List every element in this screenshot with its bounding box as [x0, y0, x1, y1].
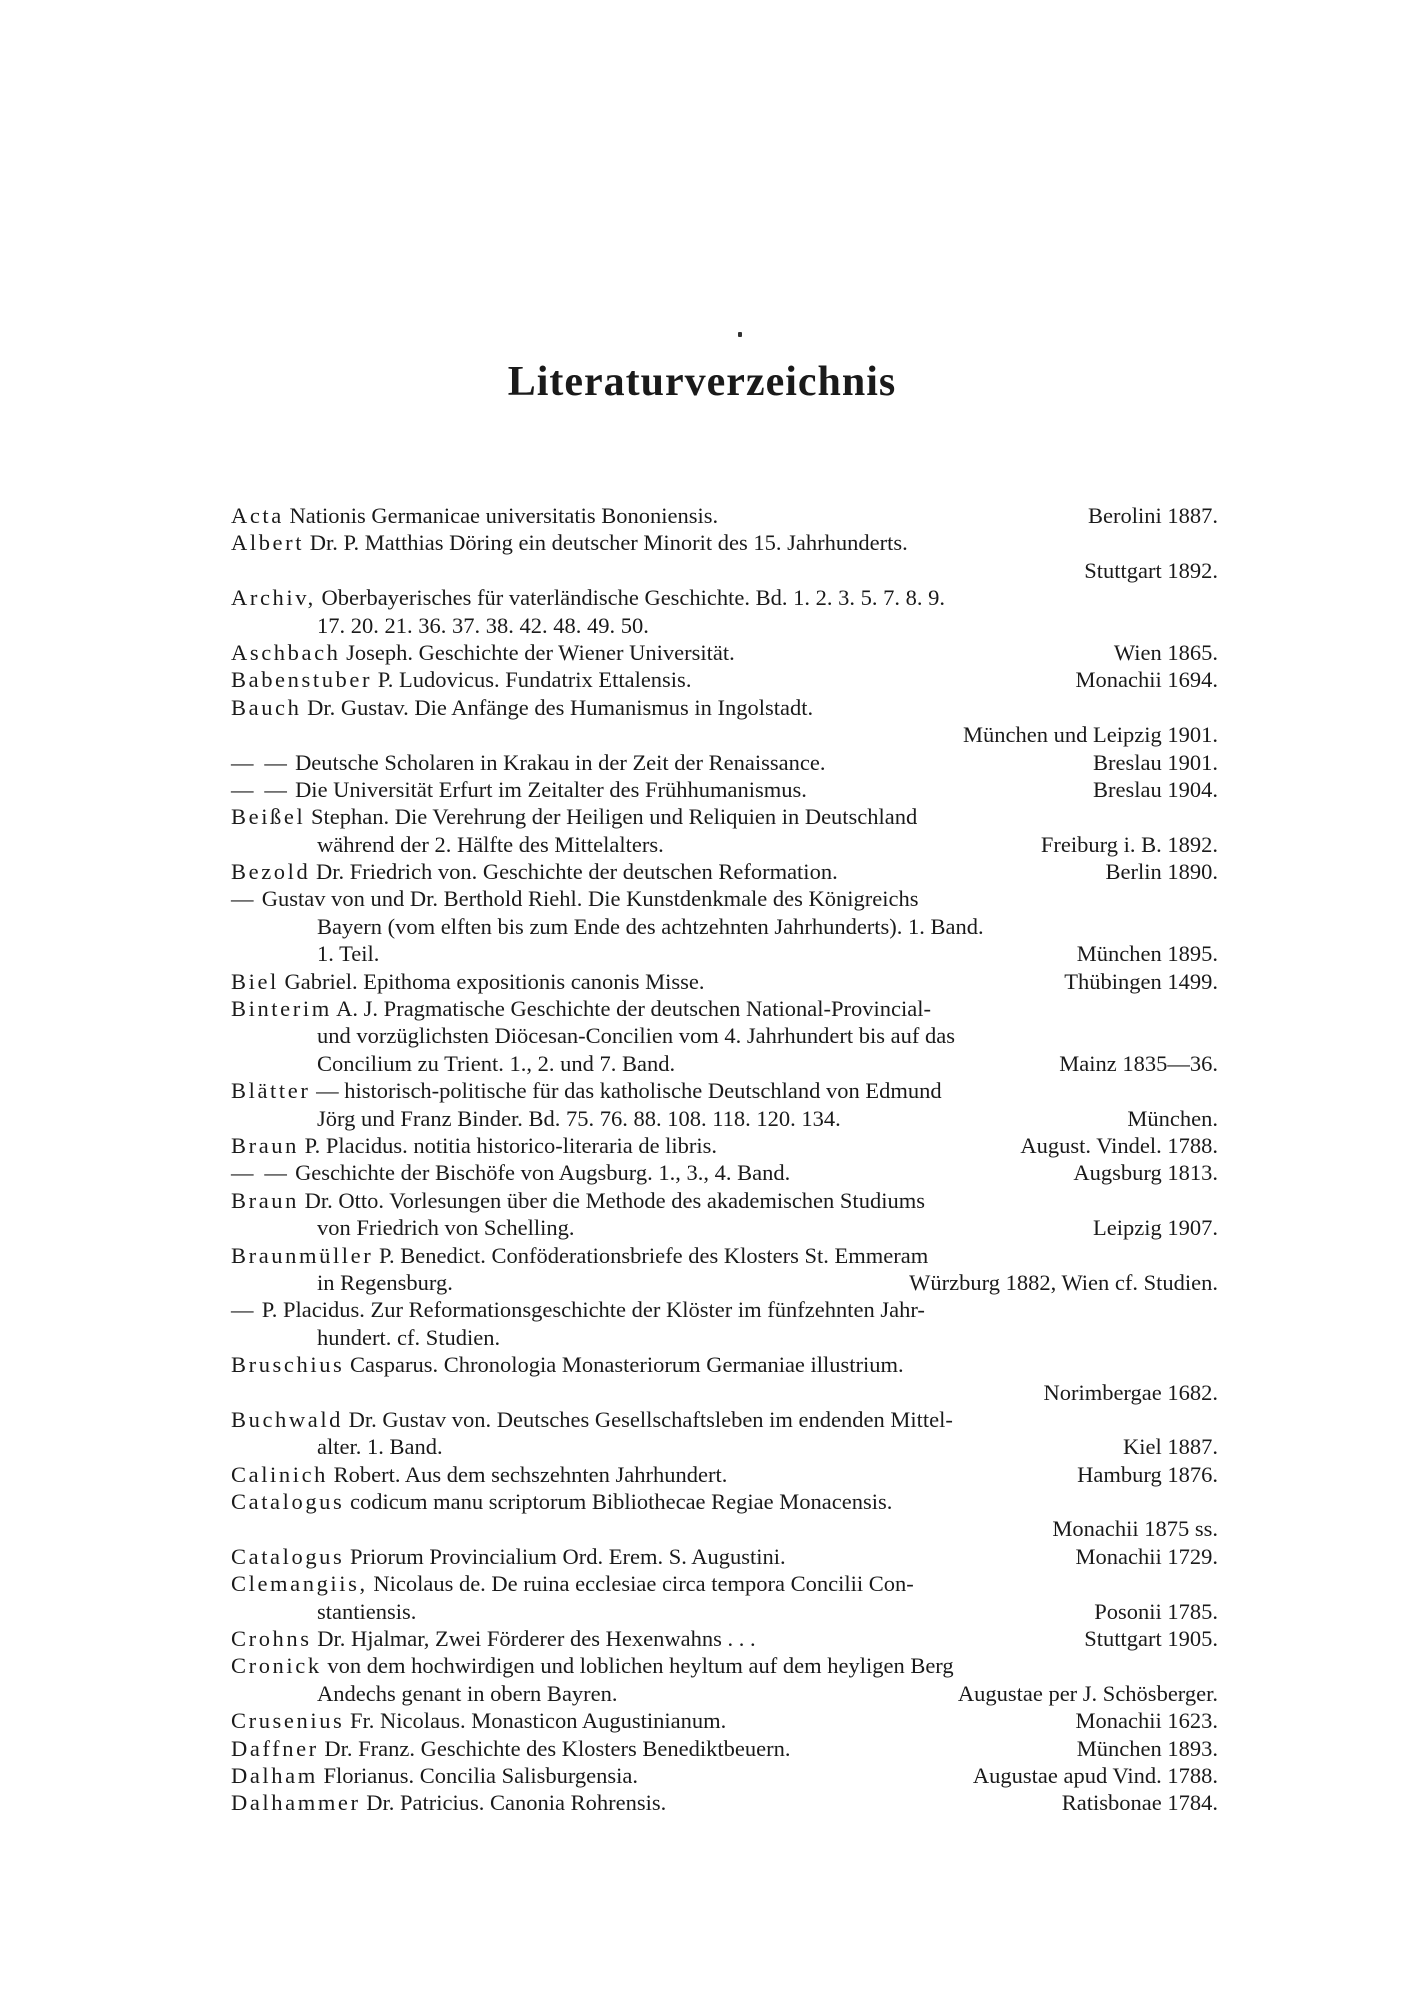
entry-line-main [231, 1242, 928, 1269]
entry-place-year: Monachii 1623. [1075, 1708, 1218, 1734]
entry-place-year: Berlin 1890. [1105, 859, 1218, 885]
entry-text: 1. Teil. [317, 941, 380, 967]
bibliography-entry [231, 529, 1218, 584]
entry-text: Dr. Gustav von. Deutsches Gesellschaftsleben im endenden Mittel- [343, 1406, 953, 1432]
entry-line-main [231, 1406, 953, 1433]
entry-line-main [231, 968, 704, 995]
entry-line [231, 1105, 1218, 1132]
page-title: Literaturverzeichnis [507, 359, 897, 405]
entry-line [231, 1406, 1218, 1433]
entry-text: Andechs genant in obern Bayren. [317, 1680, 618, 1706]
entry-line-main [231, 1735, 791, 1762]
entry-line [231, 749, 1218, 776]
bibliography-entry [231, 1242, 1218, 1297]
entry-text: P. Placidus. Zur Reformationsgeschichte der Klöster im fünfzehnten Jahr- [256, 1297, 925, 1323]
entry-line-main [231, 1132, 717, 1159]
entry-place-year: Augustae apud Vind. 1788. [972, 1762, 1218, 1788]
bibliography-entry [231, 776, 1218, 803]
entry-author: Dalhammer [231, 1790, 361, 1816]
entry-author: Dalham [231, 1762, 318, 1788]
entry-place-year: Monachii 1729. [1075, 1543, 1218, 1569]
entry-line [231, 1324, 1218, 1351]
entry-line-main [231, 1707, 726, 1734]
entry-line-main [231, 1625, 756, 1652]
entry-line-main [317, 1214, 574, 1241]
entry-place-year: München 1895. [1076, 941, 1218, 967]
entry-text: von Friedrich von Schelling. [317, 1215, 575, 1241]
entry-line [231, 529, 1218, 556]
entry-place-year: Kiel 1887. [1123, 1434, 1218, 1460]
entry-text: Concilium zu Trient. 1., 2. und 7. Band. [317, 1050, 676, 1076]
bibliography-entry [231, 666, 1218, 693]
bibliography-entry [231, 1625, 1218, 1652]
entry-place-year: Hamburg 1876. [1077, 1461, 1218, 1487]
entry-text: Jörg und Franz Binder. Bd. 75. 76. 88. 108. 118. 120. 134. [317, 1105, 841, 1131]
entry-line-main [231, 1296, 925, 1323]
entry-line [231, 1296, 1218, 1323]
bibliography-entry [231, 1543, 1218, 1570]
entry-text: von dem hochwirdigen und loblichen heyltum auf dem heyligen Berg [321, 1653, 954, 1679]
entry-author: Biel [231, 968, 279, 994]
bibliography-entry [231, 1707, 1218, 1734]
entry-text: Dr. Gustav. Die Anfänge des Humanismus in Ingolstadt. [301, 694, 814, 720]
entry-place-year: Posonii 1785. [1094, 1598, 1218, 1624]
entry-text: Fr. Nicolaus. Monasticon Augustinianum. [344, 1708, 727, 1734]
entry-author: Braunmüller [231, 1242, 374, 1268]
entry-text: Dr. P. Matthias Döring ein deutscher Minorit des 15. Jahrhunderts. [304, 530, 908, 556]
bibliography-entry [231, 1296, 1218, 1351]
entry-place-year: Berolini 1887. [1088, 503, 1218, 528]
entry-line [231, 1132, 1218, 1159]
entry-line-main [231, 803, 917, 830]
entry-line [231, 1652, 1218, 1679]
bibliography-entry [231, 968, 1218, 995]
entry-place-year: Ratisbonae 1784. [1061, 1790, 1218, 1816]
entry-line [231, 803, 1218, 830]
entry-author: Calinich [231, 1461, 329, 1487]
entry-place-year: Wien 1865. [1113, 639, 1218, 665]
entry-line-main [231, 1543, 786, 1570]
bibliography-entry [231, 1077, 1218, 1132]
entry-line-main [231, 584, 945, 611]
entry-text: Dr. Patricius. Canonia Rohrensis. [360, 1790, 667, 1816]
entry-author: Archiv, [231, 585, 316, 611]
bibliography-entry [231, 502, 1218, 529]
bibliography-entry [231, 1159, 1218, 1186]
entry-line [231, 1433, 1218, 1460]
entry-text: Priorum Provincialium Ord. Erem. S. Augustini. [344, 1543, 786, 1569]
entry-text: Nationis Germanicae universitatis Bononiensis. [283, 503, 719, 528]
entry-place-year: München 1893. [1076, 1735, 1218, 1761]
entry-line-main [317, 913, 984, 940]
entry-line-main [317, 1324, 500, 1351]
entry-place-year: München und Leipzig 1901. [963, 722, 1218, 748]
entry-text: 17. 20. 21. 36. 37. 38. 42. 48. 49. 50. [317, 612, 649, 638]
entry-line-main [231, 1762, 638, 1789]
entry-line [231, 1379, 1218, 1406]
bibliography-entry [231, 803, 1218, 858]
entry-text: Gabriel. Epithoma expositionis canonis Misse. [278, 968, 705, 994]
entry-line-main [317, 1433, 443, 1460]
entry-text: Stephan. Die Verehrung der Heiligen und Reliquien in Deutschland [305, 804, 918, 830]
entry-text: Deutsche Scholaren in Krakau in der Zeit der Renaissance. [289, 749, 826, 775]
print-speck [738, 332, 742, 337]
bibliography-entry [231, 1735, 1218, 1762]
entry-text: in Regensburg. [317, 1269, 453, 1295]
entry-line-main [231, 776, 807, 803]
entry-line [231, 940, 1218, 967]
entry-place-year: Leipzig 1907. [1093, 1215, 1218, 1241]
entry-line-main [231, 694, 813, 721]
bibliography-entry [231, 584, 1218, 639]
bibliography-entry [231, 1132, 1218, 1159]
entry-text: P. Benedict. Conföderationsbriefe des Klosters St. Emmeram [373, 1242, 929, 1268]
bibliography-entry [231, 1789, 1218, 1816]
entry-text: Dr. Otto. Vorlesungen über die Methode des akademischen Studiums [299, 1187, 925, 1213]
entry-place-year: Stuttgart 1905. [1084, 1626, 1218, 1652]
entry-place-year: Breslau 1904. [1093, 776, 1218, 802]
entry-line-main [317, 940, 379, 967]
entry-line [231, 639, 1218, 666]
entry-line [231, 968, 1218, 995]
entry-line [231, 1598, 1218, 1625]
entry-line-main [231, 529, 908, 556]
entry-line [231, 776, 1218, 803]
entry-line-main [231, 1488, 892, 1515]
entry-place-year: Würzburg 1882, Wien cf. Studien. [909, 1269, 1218, 1295]
entry-line-main [317, 1269, 453, 1296]
bibliography-entry [231, 1570, 1218, 1625]
entry-line-main [317, 831, 664, 858]
entry-text: und vorzüglichsten Diöcesan-Concilien vom 4. Jahrhundert bis auf das [317, 1023, 955, 1049]
entry-line-main [231, 995, 931, 1022]
entry-text: während der 2. Hälfte des Mittelalters. [317, 831, 664, 857]
entry-line [231, 557, 1218, 584]
entry-author: Daffner [231, 1735, 319, 1761]
bibliography-entry [231, 995, 1218, 1077]
entry-line-main [231, 502, 718, 529]
entry-text: Die Universität Erfurt im Zeitalter des Frühhumanismus. [289, 776, 807, 802]
entry-text: hundert. cf. Studien. [317, 1324, 501, 1350]
entry-author: Catalogus [231, 1489, 345, 1515]
entry-text: Florianus. Concilia Salisburgensia. [317, 1762, 639, 1788]
entry-author: Beißel [231, 804, 306, 830]
entry-text: alter. 1. Band. [317, 1434, 443, 1460]
entry-line-main [231, 1351, 904, 1378]
entry-place-year: Augustae per J. Schösberger. [957, 1680, 1218, 1706]
entry-line [231, 1735, 1218, 1762]
entry-author: Catalogus [231, 1543, 345, 1569]
entry-text: stantiensis. [317, 1598, 417, 1624]
entry-text: Oberbayerisches für vaterländische Geschichte. Bd. 1. 2. 3. 5. 7. 8. 9. [315, 585, 946, 611]
entry-line [231, 1543, 1218, 1570]
entry-line [231, 502, 1218, 529]
entry-place-year: Monachii 1875 ss. [1052, 1516, 1218, 1542]
entry-text: Casparus. Chronologia Monasteriorum Germaniae illustrium. [344, 1352, 904, 1378]
entry-line-main [231, 1187, 925, 1214]
entry-line [231, 666, 1218, 693]
entry-author: — [231, 886, 257, 912]
entry-line-main [317, 1105, 841, 1132]
entry-text: Bayern (vom elften bis zum Ende des achtzehnten Jahrhunderts). 1. Band. [317, 913, 984, 939]
entry-line-main [231, 1789, 666, 1816]
bibliography-entry [231, 1406, 1218, 1461]
entry-line-main [317, 1022, 955, 1049]
entry-text: P. Ludovicus. Fundatrix Ettalensis. [372, 667, 692, 693]
entry-line-main [317, 612, 649, 639]
entry-place-year: Stuttgart 1892. [1084, 557, 1218, 583]
entry-place-year: München. [1127, 1105, 1218, 1131]
entry-line-main [231, 1159, 790, 1186]
bibliography-entry [231, 749, 1218, 776]
entry-line-main [231, 749, 825, 776]
entry-line [231, 995, 1218, 1022]
bibliography-entry [231, 885, 1218, 967]
entry-line [231, 1461, 1218, 1488]
entry-line [231, 831, 1218, 858]
entry-line [231, 1707, 1218, 1734]
bibliography-list [231, 502, 1218, 1817]
entry-line [231, 1050, 1218, 1077]
bibliography-entry [231, 694, 1218, 749]
bibliography-entry [231, 1187, 1218, 1242]
entry-line [231, 1214, 1218, 1241]
entry-text: A. J. Pragmatische Geschichte der deutschen National-Provincial- [331, 996, 931, 1022]
entry-author: Buchwald [231, 1406, 344, 1432]
entry-text: Nicolaus de. De ruina ecclesiae circa tempora Concilii Con- [367, 1571, 914, 1597]
entry-place-year: August. Vindel. 1788. [1020, 1132, 1218, 1158]
bibliography-entry [231, 1351, 1218, 1406]
entry-line [231, 1762, 1218, 1789]
entry-line [231, 721, 1218, 748]
entry-line-main [317, 1598, 416, 1625]
entry-line-main [231, 885, 919, 912]
entry-line-main [231, 1077, 942, 1104]
entry-line [231, 694, 1218, 721]
bibliography-entry [231, 1488, 1218, 1543]
entry-author: — — [231, 749, 290, 775]
entry-line [231, 1269, 1218, 1296]
entry-line-main [231, 666, 691, 693]
entry-line-main [231, 1461, 727, 1488]
entry-text: Joseph. Geschichte der Wiener Universität. [340, 639, 735, 665]
entry-place-year: Breslau 1901. [1093, 749, 1218, 775]
entry-author: — — [231, 1160, 290, 1186]
entry-text: codicum manu scriptorum Bibliothecae Regiae Monacensis. [344, 1489, 893, 1515]
bibliography-entry [231, 1461, 1218, 1488]
entry-author: Bruschius [231, 1352, 345, 1378]
entry-place-year: Monachii 1694. [1075, 667, 1218, 693]
entry-line [231, 858, 1218, 885]
entry-line [231, 885, 1218, 912]
entry-author: Binterim [231, 996, 332, 1022]
entry-text: P. Placidus. notitia historico-literaria de libris. [299, 1132, 718, 1158]
entry-line-main [231, 1652, 954, 1679]
entry-author: Acta [231, 503, 284, 528]
entry-place-year: Mainz 1835—36. [1059, 1050, 1218, 1076]
entry-place-year: Thübingen 1499. [1064, 968, 1218, 994]
entry-line [231, 1187, 1218, 1214]
bibliography-entry [231, 639, 1218, 666]
bibliography-entry [231, 858, 1218, 885]
entry-line-main [231, 858, 838, 885]
entry-place-year: Norimbergae 1682. [1043, 1379, 1218, 1405]
entry-author: Bezold [231, 859, 311, 885]
entry-author: Clemangiis, [231, 1571, 368, 1597]
entry-text: — historisch-politische für das katholische Deutschland von Edmund [310, 1078, 942, 1104]
entry-author: Albert [231, 530, 305, 556]
entry-author: — [231, 1297, 257, 1323]
entry-text: Dr. Franz. Geschichte des Klosters Benediktbeuern. [318, 1735, 791, 1761]
entry-text: Robert. Aus dem sechszehnten Jahrhundert. [328, 1461, 728, 1487]
entry-line [231, 1351, 1218, 1378]
entry-author: — — [231, 776, 290, 802]
entry-line-main [317, 1680, 618, 1707]
entry-place-year: Augsburg 1813. [1073, 1160, 1218, 1186]
entry-line [231, 1570, 1218, 1597]
entry-line [231, 584, 1218, 611]
bibliography-entry [231, 1652, 1218, 1707]
entry-text: Gustav von und Dr. Berthold Riehl. Die Kunstdenkmale des Königreichs [256, 886, 919, 912]
entry-line-main [231, 639, 735, 666]
entry-line [231, 1022, 1218, 1049]
entry-line [231, 1077, 1218, 1104]
entry-line [231, 913, 1218, 940]
entry-line [231, 612, 1218, 639]
entry-author: Braun [231, 1132, 299, 1158]
entry-author: Cronick [231, 1653, 322, 1679]
entry-place-year: Freiburg i. B. 1892. [1040, 831, 1218, 857]
entry-author: Bauch [231, 694, 302, 720]
entry-text: Geschichte der Bischöfe von Augsburg. 1., 3., 4. Band. [289, 1160, 791, 1186]
entry-line [231, 1625, 1218, 1652]
entry-line [231, 1488, 1218, 1515]
entry-author: Blätter [231, 1078, 311, 1104]
entry-text: Dr. Friedrich von. Geschichte der deutschen Reformation. [310, 859, 838, 885]
entry-line-main [231, 1570, 914, 1597]
entry-line [231, 1789, 1218, 1816]
entry-author: Aschbach [231, 639, 341, 665]
entry-text: Dr. Hjalmar, Zwei Förderer des Hexenwahns . . . [311, 1626, 756, 1652]
entry-author: Braun [231, 1187, 299, 1213]
entry-line [231, 1680, 1218, 1707]
entry-line [231, 1242, 1218, 1269]
entry-line-main [317, 1050, 675, 1077]
entry-line [231, 1515, 1218, 1542]
entry-line [231, 1159, 1218, 1186]
entry-author: Crohns [231, 1626, 312, 1652]
entry-author: Babenstuber [231, 667, 373, 693]
bibliography-entry [231, 1762, 1218, 1789]
entry-author: Crusenius [231, 1708, 345, 1734]
